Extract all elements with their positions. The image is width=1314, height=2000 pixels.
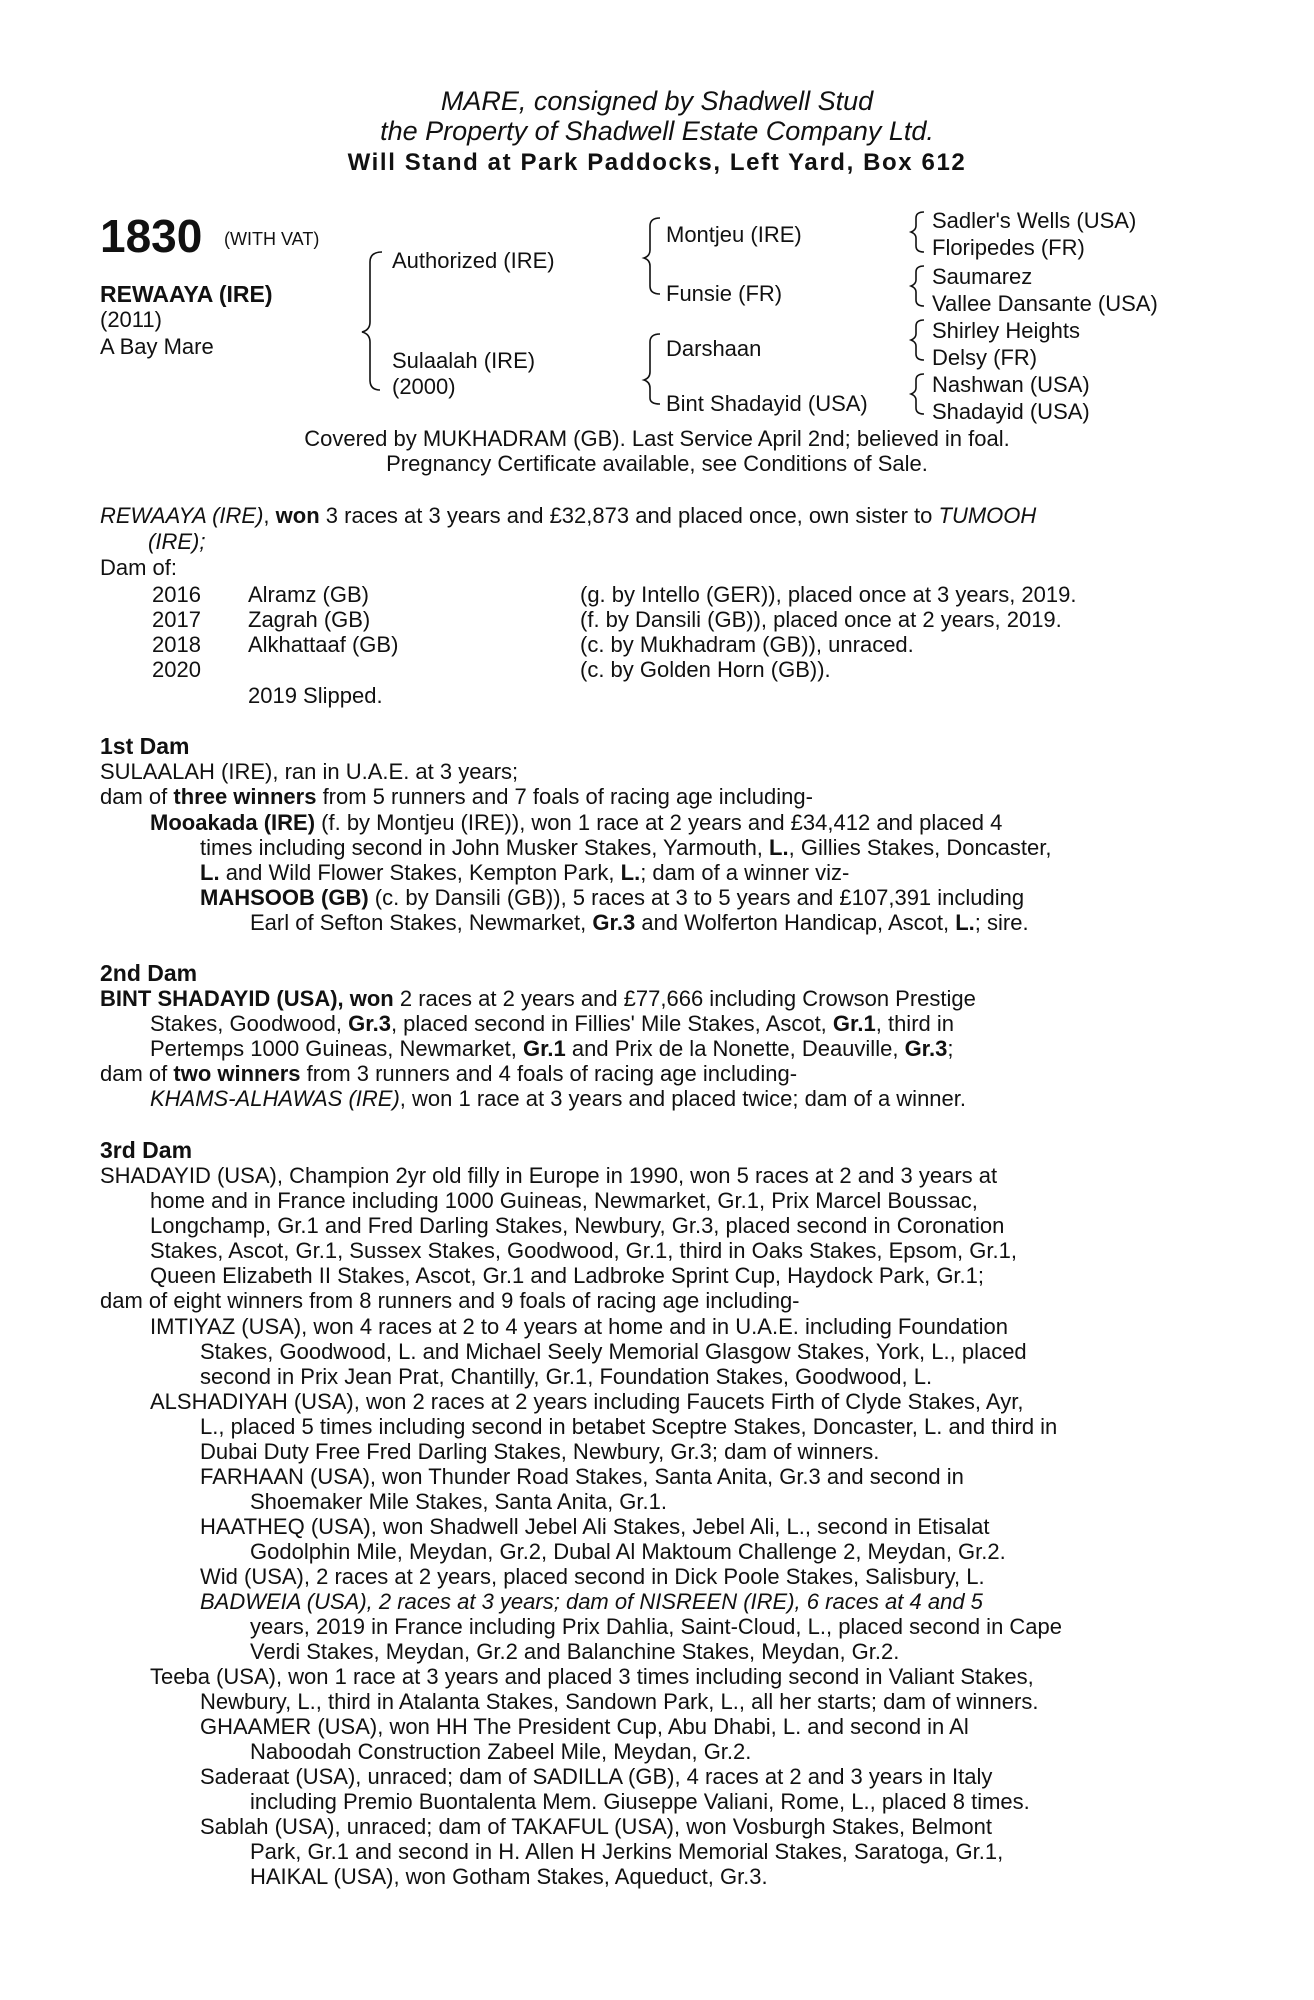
- produce-year: 2018: [152, 632, 201, 657]
- produce-note: (f. by Dansili (GB)), placed once at 2 years, 2019.: [580, 607, 1062, 632]
- runner-line: HAIKAL (USA), won Gotham Stakes, Aqueduct, Gr.3.: [250, 1864, 768, 1889]
- slipped-note: 2019 Slipped.: [248, 683, 383, 708]
- second-dam-line: Stakes, Goodwood, Gr.3, placed second in Fillies' Mile Stakes, Ascot, Gr.1, third in: [150, 1011, 954, 1036]
- produce-note: (c. by Golden Horn (GB)).: [580, 657, 831, 682]
- runner-line: Park, Gr.1 and second in H. Allen H Jerkins Memorial Stakes, Saratoga, Gr.1,: [250, 1839, 1004, 1864]
- produce-name: Alkhattaaf (GB): [248, 632, 399, 657]
- runner-line: years, 2019 in France including Prix Dahlia, Saint-Cloud, L., placed second in Cape: [250, 1614, 1063, 1639]
- runner-line: BADWEIA (USA), 2 races at 3 years; dam of NISREEN (IRE), 6 races at 4 and 5: [200, 1589, 983, 1614]
- intro-rest: 3 races at 3 years and £32,873 and placed once, own sister to: [325, 503, 933, 528]
- runner-line: Naboodah Construction Zabeel Mile, Meydan, Gr.2.: [250, 1739, 752, 1764]
- lot-number: 1830: [100, 210, 203, 262]
- first-dam-line: SULAALAH (IRE), ran in U.A.E. at 3 years;: [100, 759, 519, 784]
- third-dam-summary: dam of eight winners from 8 runners and 9 foals of racing age including-: [100, 1288, 800, 1313]
- header-location: Will Stand at Park Paddocks, Left Yard, Box 612: [347, 149, 967, 176]
- runner-line: Shoemaker Mile Stakes, Santa Anita, Gr.1.: [250, 1489, 667, 1514]
- horse-name: REWAAYA (IRE): [100, 281, 273, 307]
- pedigree-g4: Vallee Dansante (USA): [932, 291, 1158, 316]
- pedigree-dam: Sulaalah (IRE): [392, 348, 536, 373]
- runner-line: Mooakada (IRE) (f. by Montjeu (IRE)), won 1 race at 2 years and £34,412 and placed 4: [150, 810, 1003, 835]
- header-consignor: MARE, consigned by Shadwell Stud: [440, 86, 874, 116]
- produce-note: (c. by Mukhadram (GB)), unraced.: [580, 632, 914, 657]
- second-dam-line: BINT SHADAYID (USA), won 2 races at 2 years and £77,666 including Crowson Prestige: [100, 986, 976, 1011]
- produce-name: Alramz (GB): [248, 582, 369, 607]
- runner-line: Verdi Stakes, Meydan, Gr.2 and Balanchine Stakes, Meydan, Gr.2.: [250, 1639, 900, 1664]
- pedigree-g8: Shadayid (USA): [932, 399, 1090, 424]
- intro-won: won: [275, 503, 320, 528]
- horse-year: (2011): [100, 307, 162, 332]
- runner-line: MAHSOOB (GB) (c. by Dansili (GB)), 5 races at 3 to 5 years and £107,391 including: [200, 885, 1025, 910]
- second-dam-summary: dam of two winners from 3 runners and 4 foals of racing age including-: [100, 1061, 798, 1086]
- runner-line: Earl of Sefton Stakes, Newmarket, Gr.3 and Wolferton Handicap, Ascot, L.; sire.: [250, 910, 1029, 935]
- pedigree-g6: Delsy (FR): [932, 345, 1038, 370]
- runner-line: Godolphin Mile, Meydan, Gr.2, Dubal Al Maktoum Challenge 2, Meydan, Gr.2.: [250, 1539, 1006, 1564]
- runner-line: Saderaat (USA), unraced; dam of SADILLA (GB), 4 races at 2 and 3 years in Italy: [200, 1764, 993, 1789]
- runner-line: Teeba (USA), won 1 race at 3 years and placed 3 times including second in Valiant Stakes,: [150, 1664, 1034, 1689]
- runner-line: Dubai Duty Free Fred Darling Stakes, Newbury, Gr.3; dam of winners.: [200, 1439, 880, 1464]
- pedigree-g5: Shirley Heights: [932, 318, 1080, 343]
- runner-line: Wid (USA), 2 races at 2 years, placed second in Dick Poole Stakes, Salisbury, L.: [200, 1564, 985, 1589]
- first-dam-title: 1st Dam: [100, 733, 190, 759]
- third-dam-title: 3rd Dam: [100, 1137, 193, 1163]
- vat-note: (WITH VAT): [224, 229, 320, 249]
- pedigree-g2: Floripedes (FR): [932, 235, 1085, 260]
- runner-line: KHAMS-ALHAWAS (IRE), won 1 race at 3 years and placed twice; dam of a winner.: [150, 1086, 966, 1111]
- second-dam-line: Pertemps 1000 Guineas, Newmarket, Gr.1 and Prix de la Nonette, Deauville, Gr.3;: [150, 1036, 954, 1061]
- runner-line: second in Prix Jean Prat, Chantilly, Gr.1, Foundation Stakes, Goodwood, L.: [200, 1364, 933, 1389]
- produce-name: Zagrah (GB): [248, 607, 371, 632]
- pedigree-dam-year: (2000): [392, 374, 456, 399]
- pedigree-dam-sire: Darshaan: [666, 336, 762, 361]
- third-dam-line: home and in France including 1000 Guineas, Newmarket, Gr.1, Prix Marcel Boussac,: [150, 1188, 978, 1213]
- produce-year: 2017: [152, 607, 201, 632]
- pedigree-g1: Sadler's Wells (USA): [932, 208, 1137, 233]
- pregnancy-line: Pregnancy Certificate available, see Conditions of Sale.: [386, 451, 928, 476]
- third-dam-line: SHADAYID (USA), Champion 2yr old filly in Europe in 1990, won 5 races at 2 and 3 years at: [100, 1163, 998, 1188]
- third-dam-line: Stakes, Ascot, Gr.1, Sussex Stakes, Goodwood, Gr.1, third in Oaks Stakes, Epsom, Gr.1,: [150, 1238, 1017, 1263]
- runner-line: Newbury, L., third in Atalanta Stakes, Sandown Park, L., all her starts; dam of winners.: [200, 1689, 1039, 1714]
- pedigree-g7: Nashwan (USA): [932, 372, 1090, 397]
- pedigree-dam-dam: Bint Shadayid (USA): [666, 391, 868, 416]
- intro-sister-suffix: (IRE);: [148, 529, 206, 554]
- runner-line: L. and Wild Flower Stakes, Kempton Park, L.; dam of a winner viz-: [200, 860, 850, 885]
- runner-line: ALSHADIYAH (USA), won 2 races at 2 years including Faucets Firth of Clyde Stakes, Ayr,: [150, 1389, 1024, 1414]
- intro-line: REWAAYA (IRE), won 3 races at 3 years and £32,873 and placed once, own sister to TUMOOH: [100, 503, 1037, 528]
- runner-line: Sablah (USA), unraced; dam of TAKAFUL (USA), won Vosburgh Stakes, Belmont: [200, 1814, 992, 1839]
- runner-line: times including second in John Musker Stakes, Yarmouth, L., Gillies Stakes, Doncaster,: [200, 835, 1052, 860]
- horse-description: A Bay Mare: [100, 334, 214, 359]
- runner-line: GHAAMER (USA), won HH The President Cup, Abu Dhabi, L. and second in Al: [200, 1714, 969, 1739]
- third-dam-line: Longchamp, Gr.1 and Fred Darling Stakes, Newbury, Gr.3, placed second in Coronation: [150, 1213, 1005, 1238]
- third-dam-line: Queen Elizabeth II Stakes, Ascot, Gr.1 and Ladbroke Sprint Cup, Haydock Park, Gr.1;: [150, 1263, 985, 1288]
- header-property: the Property of Shadwell Estate Company Ltd.: [380, 116, 934, 146]
- pedigree-sire-sire: Montjeu (IRE): [666, 222, 802, 247]
- runner-line: Stakes, Goodwood, L. and Michael Seely Memorial Glasgow Stakes, York, L., placed: [200, 1339, 1027, 1364]
- covered-line: Covered by MUKHADRAM (GB). Last Service April 2nd; believed in foal.: [304, 426, 1010, 451]
- pedigree-g3: Saumarez: [932, 264, 1033, 289]
- produce-note: (g. by Intello (GER)), placed once at 3 years, 2019.: [580, 582, 1077, 607]
- runner-line: L., placed 5 times including second in betabet Sceptre Stakes, Doncaster, L. and third in: [200, 1414, 1058, 1439]
- intro-name: REWAAYA (IRE): [100, 503, 264, 528]
- dam-of-label: Dam of:: [100, 555, 178, 580]
- produce-year: 2020: [152, 657, 201, 682]
- runner-line: IMTIYAZ (USA), won 4 races at 2 to 4 years at home and in U.A.E. including Foundation: [150, 1314, 1008, 1339]
- pedigree-sire-dam: Funsie (FR): [666, 281, 783, 306]
- pedigree-sire: Authorized (IRE): [392, 248, 555, 273]
- second-dam-title: 2nd Dam: [100, 960, 198, 986]
- produce-year: 2016: [152, 582, 201, 607]
- runner-line: FARHAAN (USA), won Thunder Road Stakes, Santa Anita, Gr.3 and second in: [200, 1464, 964, 1489]
- first-dam-summary: dam of three winners from 5 runners and 7 foals of racing age including-: [100, 784, 813, 809]
- runner-line: HAATHEQ (USA), won Shadwell Jebel Ali Stakes, Jebel Ali, L., second in Etisalat: [200, 1514, 990, 1539]
- runner-line: including Premio Buontalenta Mem. Giuseppe Valiani, Rome, L., placed 8 times.: [250, 1789, 1030, 1814]
- intro-sister: TUMOOH: [938, 503, 1037, 528]
